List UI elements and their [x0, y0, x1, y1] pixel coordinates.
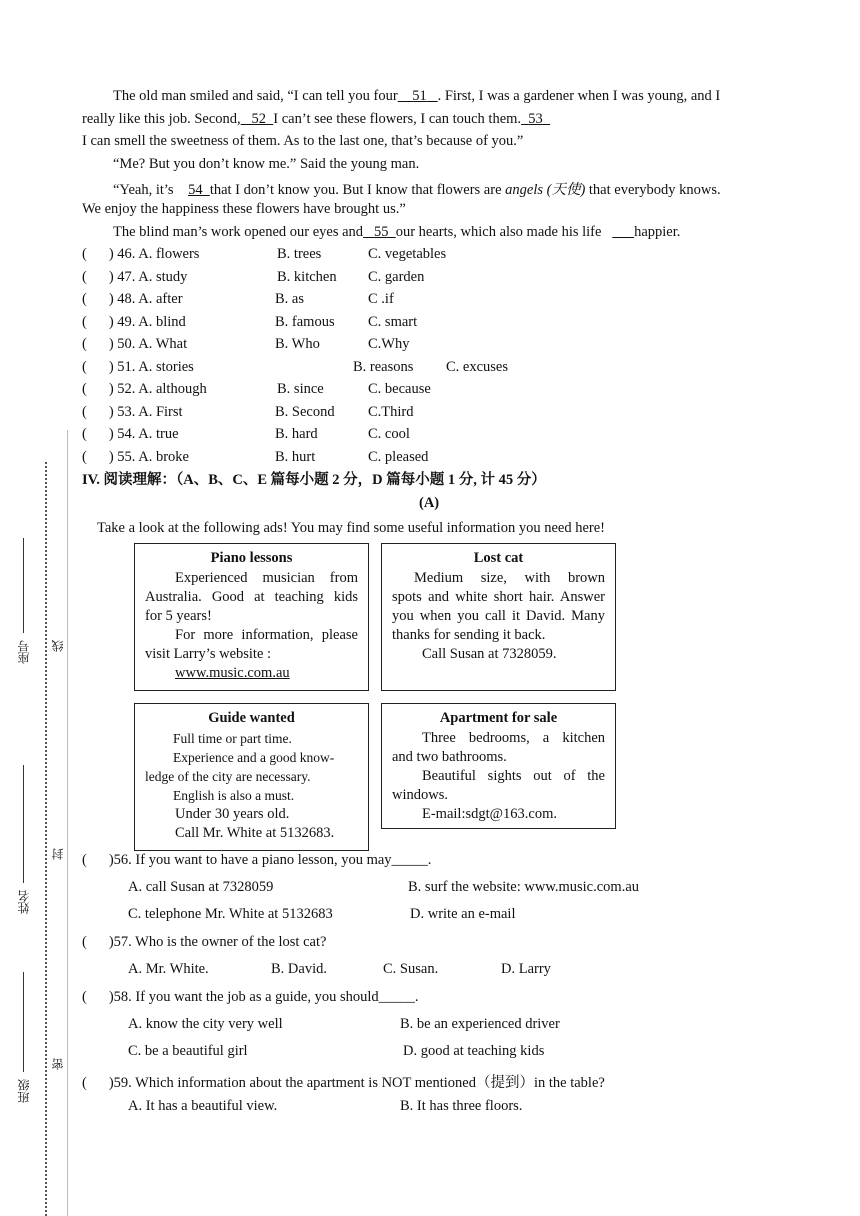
option-row: ( ) 50. A. What — [82, 336, 188, 352]
option-row: ( ) 48. A. after — [82, 291, 183, 307]
option-row: ( ) 55. A. broke — [82, 449, 189, 465]
option-row: ( ) 53. A. First — [82, 404, 183, 420]
ad-title: Apartment for sale — [439, 710, 558, 726]
class-label: 班级 — [17, 1079, 31, 1103]
binding-dotted-line — [45, 462, 55, 1216]
ad-lost-cat: Lost cat Medium size, with brown spots and white short hair. Answer you when you call it David. Many thanks for sending it back. Call Susan at 7328059. — [381, 543, 616, 691]
question-57: ( )57. Who is the owner of the lost cat? — [82, 934, 327, 950]
blank-55: 55 — [373, 224, 389, 240]
website-link[interactable]: www.music.com.au — [175, 665, 290, 681]
passage-line-3: I can smell the sweetness of them. As to the last one, that’s because of you.” — [82, 133, 524, 149]
section-heading: IV. 阅读理解：（A、B、C、E 篇每小题 2 分，D 篇每小题 1 分, 计 45 分） — [82, 472, 546, 488]
close-label: 密 — [51, 1058, 65, 1070]
blank-53: 53 — [528, 111, 543, 127]
passage-line-7: The blind man’s work opened our eyes and 55 our hearts, which also made his life happier. — [113, 224, 681, 240]
ad-title: Lost cat — [473, 550, 524, 566]
class-field — [15, 972, 32, 1103]
name-field — [15, 765, 32, 914]
passage-line-2: really like this job. Second, 52 I can’t see these flowers, I can touch them. 53 — [82, 111, 550, 128]
passage-line-1: The old man smiled and said, “I can tell you four 51 . First, I was a gardener when I was young, and I — [113, 88, 721, 104]
margin-rule — [67, 430, 68, 1216]
option-row: ( ) 54. A. true — [82, 426, 179, 442]
line-label: 线 — [51, 640, 65, 652]
passage-line-5: “Yeah, it’s 54 that I don’t know you. But I know that flowers are angels (天使) that everybody knows. — [113, 182, 721, 198]
blank-52: 52 — [251, 111, 267, 127]
passage-label: (A) — [419, 495, 440, 511]
option-row: ( ) 49. A. blind — [82, 314, 186, 330]
option-row: ( ) 47. A. study — [82, 269, 188, 285]
ad-apartment-for-sale: Apartment for sale Three bedrooms, a kitchen and two bathrooms. Beautiful sights out of the windows. E-mail:sdgt@163.com. — [381, 703, 616, 829]
seat-label: 座号 — [17, 640, 31, 664]
option-row: ( ) 52. A. although — [82, 381, 207, 397]
blank-54: 54 — [188, 182, 203, 198]
ad-title: Guide wanted — [208, 710, 295, 726]
question-58: ( )58. If you want the job as a guide, you should_____. — [82, 989, 419, 1005]
option-row: ( ) 46. A. flowers — [82, 246, 200, 262]
blank-extra — [612, 224, 634, 240]
ads-intro: Take a look at the following ads! You may find some useful information you need here! — [97, 520, 605, 536]
passage-line-4: “Me? But you don’t know me.” Said the young man. — [113, 156, 420, 172]
option-row: ( ) 51. A. stories — [82, 359, 194, 375]
seal-label: 封 — [51, 848, 65, 860]
seat-number-field — [15, 538, 32, 664]
name-label: 姓名 — [17, 890, 31, 914]
question-56: ( )56. If you want to have a piano lesson, you may_____. — [82, 852, 432, 868]
blank-51: 51 — [412, 88, 427, 104]
ad-title: Piano lessons — [210, 550, 293, 566]
passage-line-6: We enjoy the happiness these flowers have brought us.” — [82, 201, 406, 217]
ad-piano-lessons: Piano lessons Experienced musician from Australia. Good at teaching kids for 5 years! For more information, please visit Larry’s website : www.music.com.au — [134, 543, 369, 691]
question-59: ( )59. Which information about the apartment is NOT mentioned（提到）in the table? — [82, 1075, 605, 1091]
ad-guide-wanted: Guide wanted Full time or part time. Experience and a good know- ledge of the city are necessary. English is also a must. Under 30 years old. Call Mr. White at 5132683. — [134, 703, 369, 851]
